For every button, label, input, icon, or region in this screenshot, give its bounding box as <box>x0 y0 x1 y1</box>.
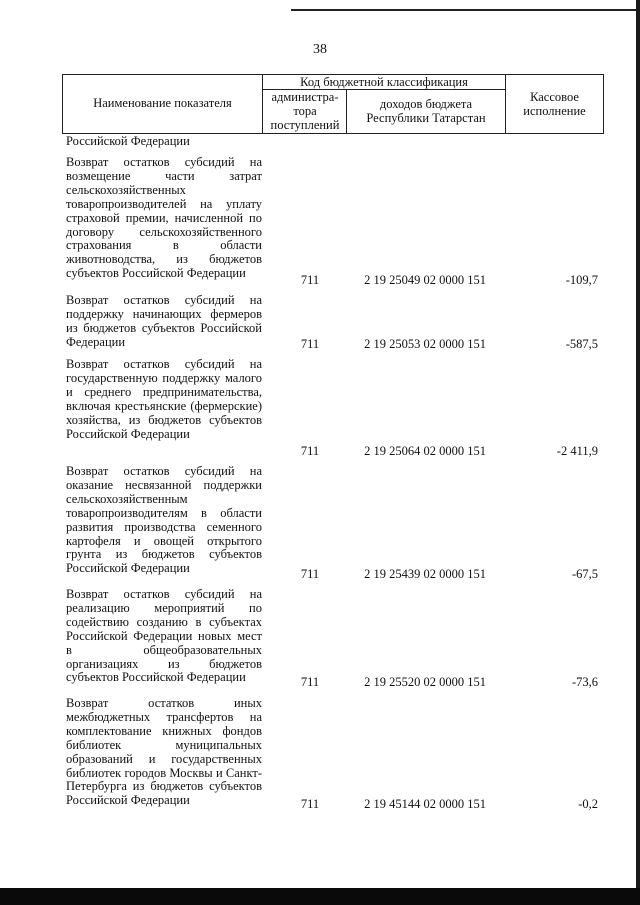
row-amount: -109,7 <box>565 273 598 287</box>
scan-bottom-bar <box>0 888 640 905</box>
row-admin-code: 711 <box>300 797 320 811</box>
row-admin-code: 711 <box>300 337 320 351</box>
scan-right-edge <box>636 0 640 905</box>
row-income-code: 2 19 25049 02 0000 151 <box>364 273 486 287</box>
carryover-text: Российской Федерации <box>66 134 190 148</box>
row-admin-code: 711 <box>300 444 320 458</box>
row-amount: -67,5 <box>571 567 598 581</box>
row-amount: -587,5 <box>565 337 598 351</box>
row-name: Возврат остатков иных межбюджетных трансфертов на комплектование книжных фондов библиотек муниципальных образований и государственных библиотек городов Москвы и Санкт-Петербурга из бюджетов субъектов Российской Федерации <box>66 696 262 808</box>
header-code-group: Код бюджетной классификация <box>300 75 468 89</box>
row-name: Возврат остатков субсидий на оказание несвязанной поддержки сельскохозяйственным товаропроизводителям в области развития производства семенного картофеля и овощей открытого грунта из бюджетов субъектов Российской Федерации <box>66 464 262 576</box>
scan-top-rule <box>291 9 639 11</box>
row-admin-code: 711 <box>300 675 320 689</box>
row-name: Возврат остатков субсидий на возмещение части затрат сельскохозяйственных товаропроизводителей на уплату страховой премии, начисленной по договору сельскохозяйственного страхования в области животноводства, из бюджетов субъектов Российской Федерации <box>66 155 262 281</box>
row-income-code: 2 19 25520 02 0000 151 <box>364 675 486 689</box>
page-number: 38 <box>313 42 327 57</box>
row-income-code: 2 19 25064 02 0000 151 <box>364 444 486 458</box>
row-admin-code: 711 <box>300 567 320 581</box>
header-right-border <box>603 74 604 134</box>
header-name-column: Наименование показателя <box>93 96 232 110</box>
row-income-code: 2 19 25053 02 0000 151 <box>364 337 486 351</box>
header-execution-column: Кассовое исполнение <box>523 90 586 118</box>
row-name: Возврат остатков субсидий на государственную поддержку малого и среднего предпринимательства, включая крестьянские (фермерские) хозяйства, из бюджетов субъектов Российской Федерации <box>66 357 262 441</box>
row-amount: -0,2 <box>578 797 598 811</box>
header-admin-column: администра-тора поступлений <box>270 90 340 132</box>
row-name: Возврат остатков субсидий на реализацию мероприятий по содействию созданию в субъектах Российской Федерации новых мест в общеобразовательных организациях из бюджетов субъектов Российской Федерации <box>66 587 262 685</box>
row-amount: -73,6 <box>571 675 598 689</box>
row-income-code: 2 19 25439 02 0000 151 <box>364 567 486 581</box>
row-admin-code: 711 <box>300 273 320 287</box>
row-income-code: 2 19 45144 02 0000 151 <box>364 797 486 811</box>
row-amount: -2 411,9 <box>556 444 598 458</box>
header-income-column: доходов бюджета Республики Татарстан <box>366 97 486 125</box>
row-name: Возврат остатков субсидий на поддержку начинающих фермеров из бюджетов субъектов Российской Федерации <box>66 293 262 349</box>
